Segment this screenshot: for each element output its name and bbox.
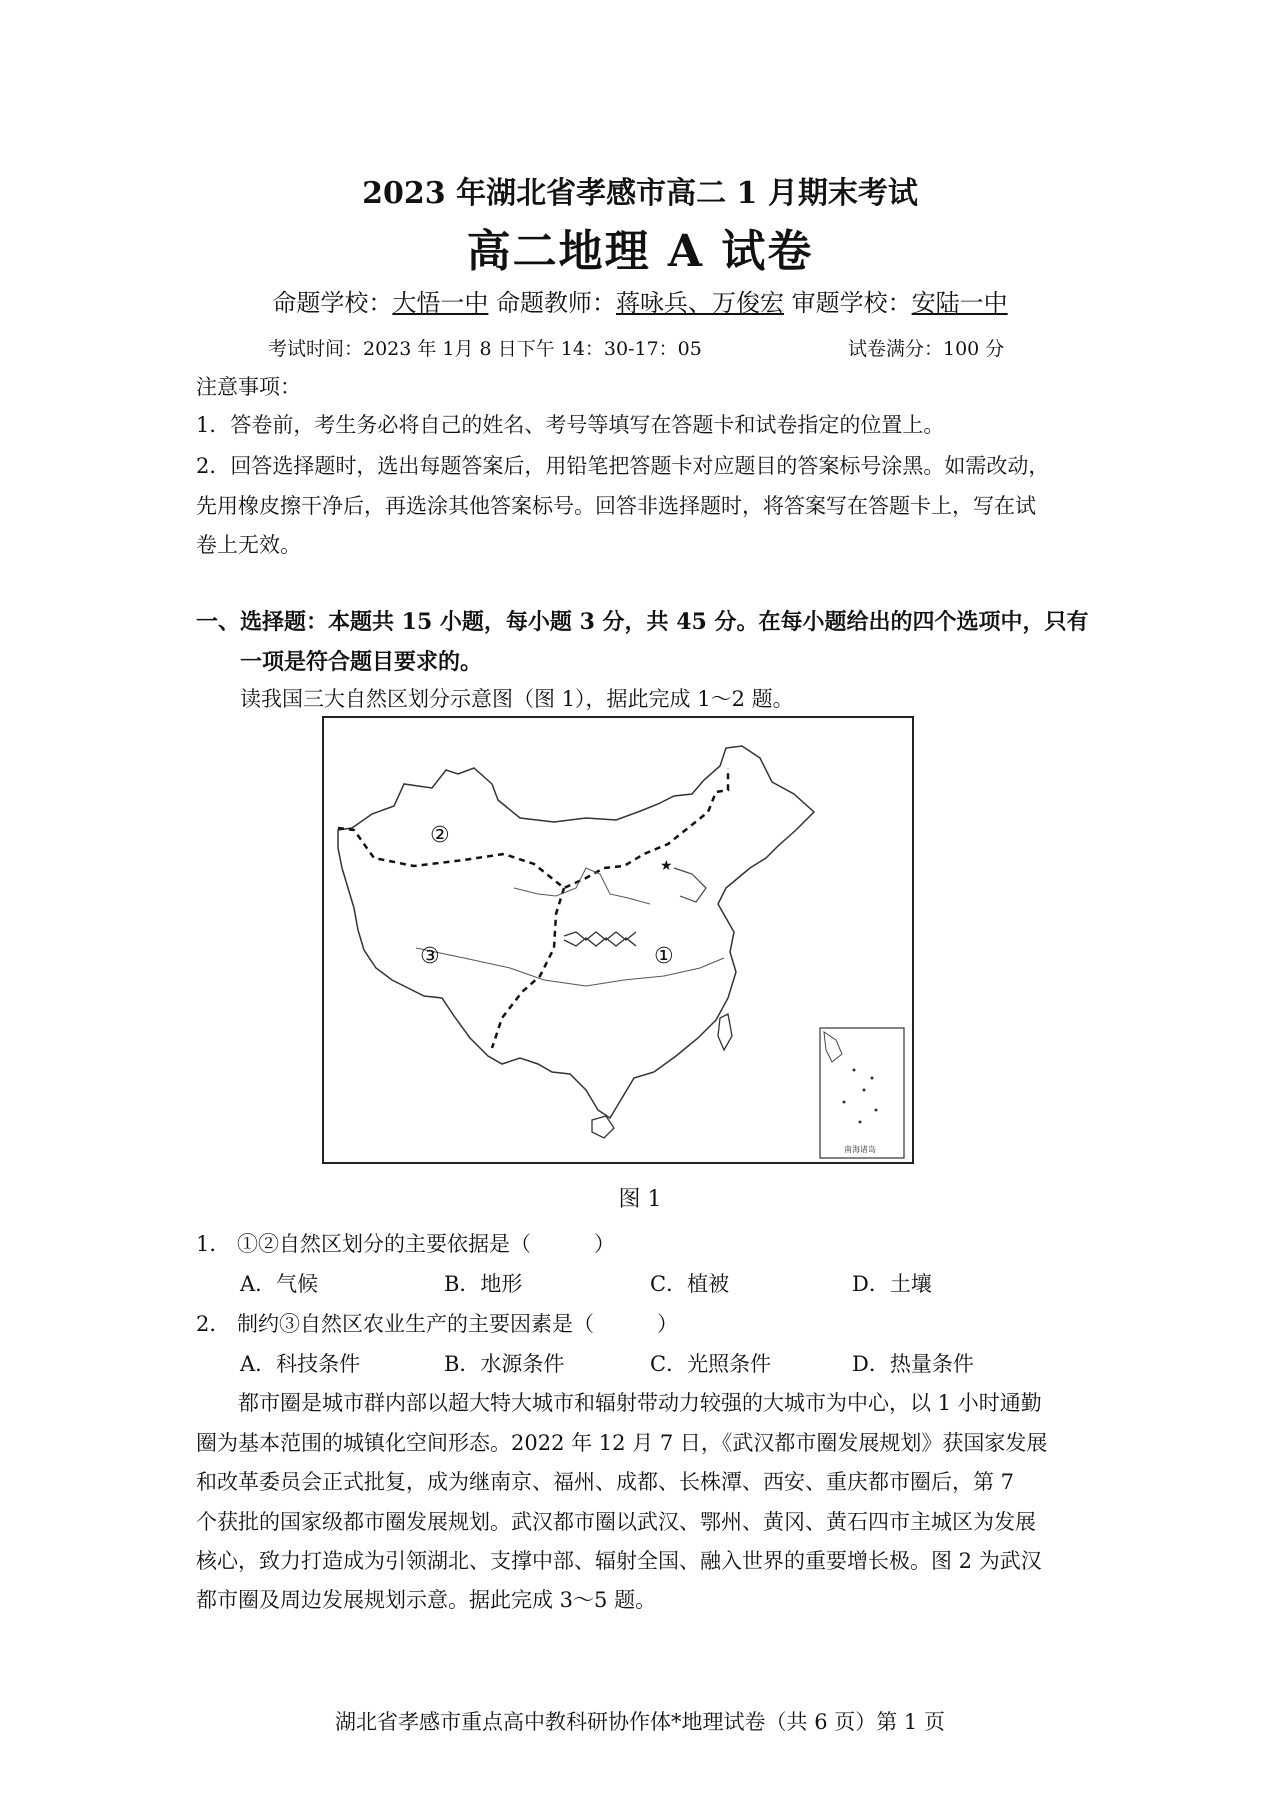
page-footer: 湖北省孝感市重点高中教科研协作体*地理试卷（共 6 页）第 1 页: [335, 1710, 945, 1734]
section-1-heading-line-2: 一项是符合题目要求的。: [240, 649, 483, 675]
question-1-option-c: C．植被: [650, 1272, 730, 1296]
author-line: [0, 283, 1280, 318]
region-2-label: ②: [430, 823, 450, 848]
paper-subtitle: 高二地理 A 试卷: [466, 226, 814, 277]
notice-item-2-line-1: 2．回答选择题时，选出每题答案后，用铅笔把答题卡对应题目的答案标号涂黑。如需改动，: [196, 454, 1050, 478]
setter-school: 大悟一中: [392, 289, 489, 317]
qinling-line-2: [564, 938, 636, 946]
region-3-label: ③: [420, 944, 440, 969]
setter-school-label: 命题学校：: [272, 289, 393, 317]
review-school: 安陆一中: [911, 289, 1008, 317]
passage-line-4: 个获批的国家级都市圈发展规划。武汉都市圈以武汉、鄂州、黄冈、黄石四市主城区为发展: [196, 1510, 1036, 1534]
figure-1-caption: 图 1: [618, 1187, 662, 1212]
bohai-coast: [674, 868, 706, 902]
exam-title: 2023 年湖北省孝感市高二 1 月期末考试: [362, 176, 918, 211]
passage-line-2: 圈为基本范围的城镇化空间形态。2022 年 12 月 7 日，《武汉都市圈发展规划》获国家发展: [196, 1431, 1048, 1455]
setter-teachers: 蒋咏兵、万俊宏: [616, 289, 784, 317]
figure-1-intro: 读我国三大自然区划分示意图（图 1），据此完成 1～2 题。: [240, 687, 794, 711]
setter-teacher-label: 命题教师：: [496, 289, 616, 317]
question-2-option-c: C．光照条件: [650, 1352, 772, 1376]
notice-heading: 注意事项：: [196, 375, 301, 399]
capital-star-icon: ★: [660, 858, 673, 874]
china-natural-regions-map: [322, 716, 914, 1164]
question-1-stem: 1． ①②自然区划分的主要依据是（ ）: [196, 1232, 616, 1256]
full-score: 试卷满分：100 分: [848, 338, 1005, 360]
section-1-heading-line-1: 一、选择题：本题共 15 小题，每小题 3 分，共 45 分。在每小题给出的四个选项中，只有: [196, 609, 1089, 635]
notice-item-1: 1．答卷前，考生务必将自己的姓名、考号等填写在答题卡和试卷指定的位置上。: [196, 413, 945, 437]
question-2-option-d: D．热量条件: [852, 1352, 974, 1376]
map-drawing: [324, 718, 912, 1162]
south-china-sea-inset: [820, 1028, 904, 1158]
boundary-tibetan-plateau: [492, 888, 564, 1048]
inset-label: 南海诸岛: [844, 1145, 876, 1154]
question-1-option-b: B．地形: [444, 1272, 523, 1296]
passage-line-5: 核心，致力打造成为引领湖北、支撑中部、辐射全国、融入世界的重要增长极。图 2 为武汉: [196, 1549, 1042, 1573]
yellow-river: [514, 868, 650, 904]
taiwan-island: [718, 1014, 732, 1050]
notice-item-2-line-3: 卷上无效。: [196, 533, 301, 557]
hainan-island: [592, 1116, 614, 1138]
question-2-option-b: B．水源条件: [444, 1352, 565, 1376]
exam-time: 考试时间：2023 年 1月 8 日下午 14：30-17：05: [268, 338, 702, 360]
passage-line-3: 和改革委员会正式批复，成为继南京、福州、成都、长株潭、西安、重庆都市圈后，第 7: [196, 1470, 1015, 1494]
review-school-label: 审题学校：: [791, 289, 912, 317]
yangtze-river: [416, 948, 724, 986]
question-2-option-a: A．科技条件: [240, 1352, 361, 1376]
question-1-option-d: D．土壤: [852, 1272, 932, 1296]
question-2-stem: 2． 制约③自然区农业生产的主要因素是（ ）: [196, 1312, 679, 1336]
passage-line-6: 都市圈及周边发展规划示意。据此完成 3～5 题。: [196, 1588, 657, 1612]
notice-item-2-line-2: 先用橡皮擦干净后，再选涂其他答案标号。回答非选择题时，将答案写在答题卡上，写在试: [196, 494, 1036, 518]
passage-line-1: 都市圈是城市群内部以超大特大城市和辐射带动力较强的大城市为中心，以 1 小时通勤: [196, 1391, 1042, 1415]
question-1-option-a: A．气候: [240, 1272, 319, 1296]
region-1-label: ①: [654, 944, 674, 969]
